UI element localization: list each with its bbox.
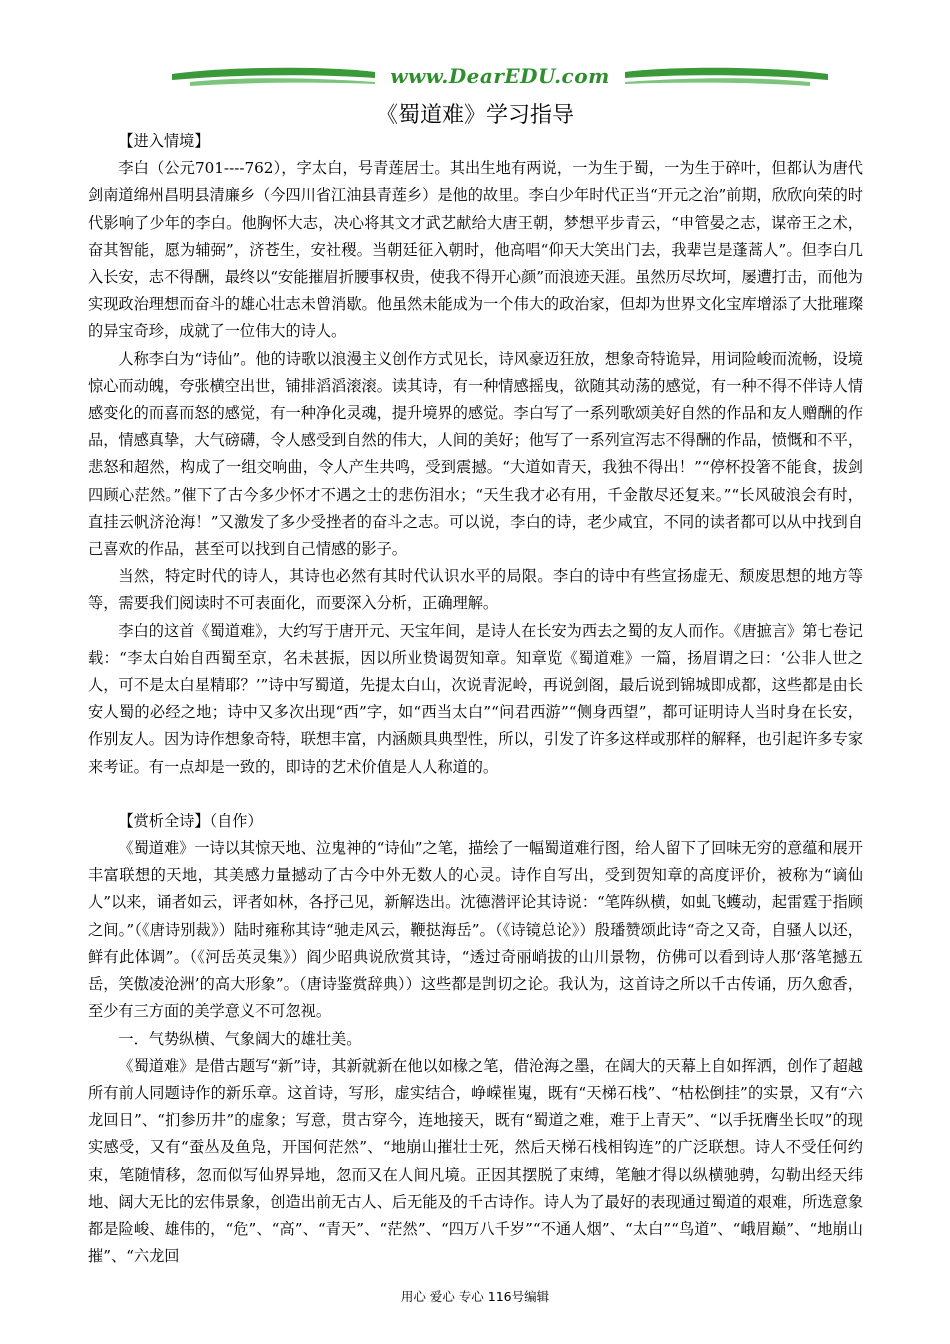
paragraph: 人称李白为“诗仙”。他的诗歌以浪漫主义创作方式见长，诗风豪迈狂放，想象奇特诡异，用词险峻而流畅，设境惊心而动魄，夸张横空出世，铺排滔滔滚滚。读其诗，有一种情感摇曳，欲随其动荡的感觉，有一种不得不伴诗人情感变化的而喜而怒的感觉，有一种净化灵魂，提升境界的感觉。李白写了一系列歌颂美好自然的作品和友人赠酬的作品，情感真挚，大气磅礴，令人感受到自然的伟大，人间的美好；他写了一系列宣泻志不得酬的作品，愤慨和不平，悲怒和超然，构成了一组交响曲，令人产生共鸣，受到震撼。“大道如青天，我独不得出！”“停杯投箸不能食，拔剑四顾心茫然。”催下了古今多少怀才不遇之士的悲伤泪水；“天生我才必有用，千金散尽还复来。”“长风破浪会有时，直挂云帆济沧海！”又激发了多少受挫者的奋斗之志。可以说，李白的诗，老少咸宜，不同的读者都可以从中找到自己喜欢的作品，甚至可以找到自己情感的影子。 — [88, 349, 863, 559]
paragraph: 李白的这首《蜀道难》，大约写于唐开元、天宝年间，是诗人在长安为西去之蜀的友人而作。《唐摭言》第七卷记载：“李太白始自西蜀至京，名未甚振，因以所业贽谒贺知章。知章览《蜀道难》一篇，扬眉谓之曰：‘公非人世之人，可不是太白星精耶？’”诗中写蜀道，先提太白山，次说青泥岭，再说剑阁，最后说到锦城即成都，这些都是由长安人蜀的必经之地；诗中又多次出现“西”字，如“西当太白”“问君西游”“侧身西望”，都可证明诗人当时身在长安，作别友人。因为诗作想象奇特，联想丰富，内涵颇具典型性，所以，引发了许多这样或那样的解释，也引起许多专家来考证。有一点却是一致的，即诗的艺术价值是人人称道的。 — [88, 621, 863, 776]
subheading: 一．气势纵横、气象阔大的雄壮美。 — [118, 1029, 362, 1048]
paragraph: 李白（公元701----762），字太白，号青莲居士。其出生地有两说，一为生于蜀，一为生于碎叶，但都认为唐代剑南道绵州昌明县清廉乡（今四川省江油县青莲乡）是他的故里。李白少年时代正当“开元之治”前期，欣欣向荣的时代影响了少年的李白。他胸怀大志，决心将其文才武艺献给大唐王朝，梦想平步青云，“申管晏之志，谋帝王之术，奋其智能，愿为辅弼”，济苍生，安社稷。当朝廷征入朝时，他高唱“仰天大笑出门去，我辈岂是蓬蒿人”。但李白几入长安，志不得酬，最终以“安能摧眉折腰事权贵，使我不得开心颜”而浪迹天涯。虽然历尽坎坷，屡遭打击，而他为实现政治理想而奋斗的雄心壮志未曾消歇。他虽然未能成为一个伟大的政治家，但却为世界文化宝库增添了大批璀璨的异宝奇珍，成就了一位伟大的诗人。 — [88, 159, 863, 341]
document-body — [88, 128, 863, 1270]
paragraph: 《蜀道难》是借古题写“新”诗，其新就新在他以如椽之笔，借沧海之墨，在阔大的天幕上自如挥洒，创作了超越所有前人同题诗作的新乐章。这首诗，写形，虚实结合，峥嵘崔嵬，既有“天梯石栈”、“枯松倒挂”的实景，又有“六龙回日”、“扪参历井”的虚象；写意，贯古穿今，连地接天，既有“蜀道之难，难于上青天”、“以手抚膺坐长叹”的现实感受，又有“蚕丛及鱼凫，开国何茫然”、“地崩山摧壮士死，然后天梯石栈相钩连”的广泛联想。诗人不受任何约束，笔随情移，忽而似写仙界异地，忽而又在人间凡境。正因其摆脱了束缚，笔触才得以纵横驰骋，勾勒出经天纬地、阔大无比的宏伟景象，创造出前无古人、后无能及的千古诗作。诗人为了最好的表现通过蜀道的艰难，所选意象都是险峻、雄伟的，“危”、“高”、“青天”、“茫然”、“四万八千岁”“不通人烟”、“太白”“鸟道”、“峨眉巅”、“地崩山摧”、“六龙回 — [88, 1056, 863, 1266]
paragraph: 《蜀道难》一诗以其惊天地、泣鬼神的“诗仙”之笔，描绘了一幅蜀道难行图，给人留下了回味无穷的意蕴和展开丰富联想的天地，其美感力量撼动了古今中外无数人的心灵。诗作自写出，受到贺知章的高度评价，被称为“谪仙人”以来，诵者如云，评者如林，各抒己见，新解迭出。沈德潜评论其诗说：“笔阵纵横，如虬飞蠖动，起雷霆于指顾之间。”（《唐诗别裁》）陆时雍称其诗“驰走风云，鞭挞海岳”。（《诗镜总论》）殷璠赞颂此诗“奇之又奇，自骚人以还，鲜有此体调”。（《河岳英灵集》）阎少昭典说欣赏其诗，“透过奇丽峭拔的山川景物，仿佛可以看到诗人那‘落笔撼五岳，笑傲凌沧洲’的高大形象”。（唐诗鉴赏辞典））这些都是剀切之论。我认为，这首诗之所以千古传诵，历久愈香，至少有三方面的美学意义不可忽视。 — [88, 839, 863, 1021]
site-header — [170, 62, 830, 92]
page-title: 《蜀道难》学习指导 — [375, 103, 574, 128]
spacer — [88, 781, 863, 808]
paragraph: 当然，特定时代的诗人，其诗也必然有其时代认识水平的局限。李白的诗中有些宣扬虚无、颓废思想的地方等等，需要我们阅读时不可表面化，而要深入分析，正确理解。 — [88, 567, 863, 613]
page-footer: 用心 爱心 专心 116号编辑 — [400, 1289, 550, 1304]
section-heading-intro: 【进入情境】 — [118, 132, 210, 150]
site-logo-text[interactable]: www.DearEDU.com — [390, 64, 610, 88]
section-heading-appreciation: 【赏析全诗】（自作） — [118, 811, 263, 830]
